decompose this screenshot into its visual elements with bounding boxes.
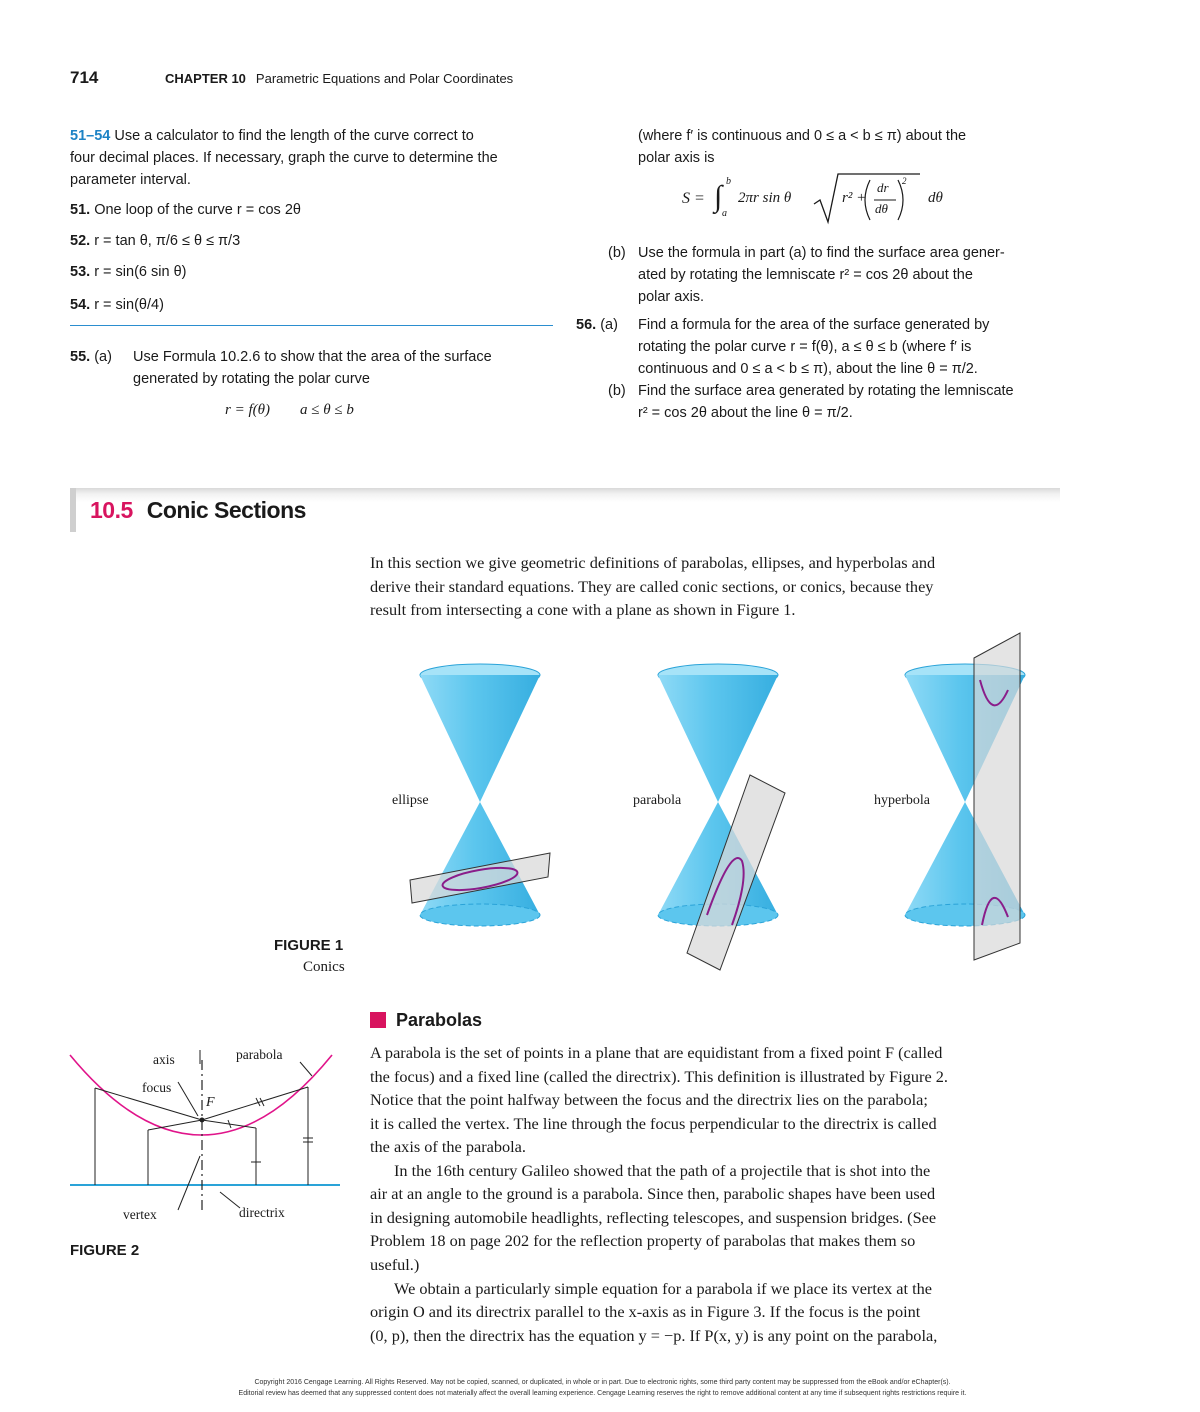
surface-area-formula <box>682 168 982 228</box>
copyright-line: Editorial review has deemed that any suppressed content does not materially affect the overall learning experience. Cengage Learning reserves the right to remove additional content at any time if subsequent rights restrictions require it. <box>238 1390 967 1397</box>
exercise-54 <box>70 294 164 316</box>
text-line: it is called the vertex. The line through the focus perpendicular to the directrix is called <box>370 1113 937 1133</box>
exercise-intro <box>70 125 550 191</box>
text-line: We obtain a particularly simple equation for a parabola if we place its vertex at the <box>394 1279 933 1298</box>
text-line: In the 16th century Galileo showed that the path of a projectile that is shot into the <box>394 1161 931 1180</box>
exercise-56a-text <box>638 314 1058 380</box>
exercise-line: ated by rotating the lemniscate r² = cos 2θ about the <box>638 267 973 283</box>
exercise-number: 55. <box>70 349 91 365</box>
text-line: Problem 18 on page 202 for the reflection property of parabolas that makes them so <box>370 1231 916 1251</box>
exercise-51 <box>70 199 301 221</box>
exercise-line: Find a formula for the area of the surface generated by <box>638 317 990 333</box>
paragraph-equation-cont <box>370 1300 1060 1347</box>
integral-sign: ∫ <box>714 180 723 213</box>
label-directrix: directrix <box>239 1205 285 1220</box>
formula-lhs: S = <box>682 190 705 207</box>
label-axis: axis <box>153 1052 175 1067</box>
text-line: the axis of the parabola. <box>370 1137 526 1157</box>
text-line: useful.) <box>370 1254 420 1274</box>
part-label: (a) <box>600 317 618 333</box>
exercise-text: r = sin(6 sin θ) <box>94 264 187 280</box>
chapter-title: Parametric Equations and Polar Coordinates <box>255 71 514 86</box>
intro-paragraph <box>370 551 1060 622</box>
subsection-title: Parabolas <box>396 1010 483 1030</box>
integral-upper-limit: b <box>726 176 731 187</box>
exercise-line: Find the surface area generated by rotating the lemniscate <box>638 383 1014 399</box>
exercise-range: 51–54 <box>70 128 111 144</box>
exercise-55b-text <box>638 242 1058 308</box>
exercise-text: One loop of the curve r = cos 2θ <box>94 202 301 218</box>
text-line: Notice that the point halfway between the focus and the directrix lies on the parabola; <box>370 1090 928 1110</box>
heading-marker <box>370 1012 386 1028</box>
intro-line: parameter interval. <box>70 172 191 188</box>
paragraph-equation <box>370 1277 1060 1301</box>
intro-line: Use a calculator to find the length of the curve correct to <box>114 128 474 144</box>
text-line: result from intersecting a cone with a plane as shown in Figure 1. <box>370 600 796 620</box>
exercise-line: Use Formula 10.2.6 to show that the area of the surface <box>133 349 492 365</box>
text-line: (0, p), then the directrix has the equation y = −p. If P(x, y) is any point on the parabola, <box>370 1325 938 1345</box>
part-b-label: (b) <box>608 383 626 399</box>
text-line: origin O and its directrix parallel to the x-axis as in Figure 3. If the focus is the point <box>370 1302 921 1321</box>
text-line: derive their standard equations. They are called conic sections, or conics, because they <box>370 576 934 596</box>
exercise-line: continuous and 0 ≤ a < b ≤ π), about the line θ = π/2. <box>638 361 978 377</box>
label-parabola-curve: parabola <box>236 1047 283 1062</box>
label-vertex: vertex <box>123 1207 157 1222</box>
label-hyperbola: hyperbola <box>874 793 930 808</box>
text-line: in designing automobile headlights, reflecting telescopes, and suspension bridges. (See <box>370 1207 937 1227</box>
figure-1-caption: Conics <box>303 959 345 975</box>
exercise-number: 51. <box>70 202 91 218</box>
exercise-56b-text <box>638 380 1058 424</box>
exercise-52 <box>70 230 240 252</box>
cone-ellipse <box>410 664 550 926</box>
exercise-line: generated by rotating the polar curve <box>133 371 370 387</box>
section-title <box>90 497 306 524</box>
figure-1-conics <box>380 625 1060 975</box>
exercise-number: 56. <box>576 317 597 333</box>
part-b-label: (b) <box>608 245 626 261</box>
text-line: the focus) and a fixed line (called the directrix). This definition is illustrated by Figure 2. <box>370 1066 948 1086</box>
exercise-line: polar axis is <box>638 150 715 166</box>
part-label: (a) <box>94 349 112 365</box>
paragraph-galileo-cont <box>370 1182 1060 1276</box>
exercise-number: 53. <box>70 264 91 280</box>
exercise-53 <box>70 261 186 283</box>
radicand-r-squared: r² + <box>842 190 867 206</box>
text-line: In this section we give geometric definitions of parabolas, ellipses, and hyperbolas and <box>370 553 936 572</box>
d-theta: dθ <box>928 190 943 206</box>
label-parabola: parabola <box>633 793 682 808</box>
integrand: 2πr sin θ <box>738 190 792 206</box>
square-exponent: 2 <box>902 176 907 186</box>
intro-line: four decimal places. If necessary, graph the curve to determine the <box>70 150 498 166</box>
page-number: 714 <box>70 68 99 87</box>
divider-rule <box>70 325 553 326</box>
running-header <box>165 71 513 86</box>
exercise-line: (where f′ is continuous and 0 ≤ a < b ≤ π) about the <box>638 128 967 144</box>
exercise-number: 52. <box>70 233 91 249</box>
section-header-edge <box>70 488 76 532</box>
cone-parabola <box>658 664 785 970</box>
fraction-numerator: dr <box>877 180 889 195</box>
exercise-55-continued <box>638 125 1058 169</box>
exercise-55-number <box>70 346 112 368</box>
polar-curve-equation: r = f(θ) a ≤ θ ≤ b <box>225 402 354 418</box>
exercise-line: polar axis. <box>638 289 705 305</box>
text-line: A parabola is the set of points in a plane that are equidistant from a fixed point F (called <box>370 1043 943 1062</box>
exercise-text: r = sin(θ/4) <box>94 297 164 313</box>
label-ellipse: ellipse <box>392 793 429 808</box>
paragraph-galileo <box>370 1159 1060 1183</box>
copyright-line: Copyright 2016 Cengage Learning. All Rights Reserved. May not be copied, scanned, or duplicated, in whole or in part. Due to electronic rights, some third party content may be suppressed from the eBook and/or eChapter(s). <box>254 1379 951 1386</box>
figure-1-title: FIGURE 1 <box>274 937 344 954</box>
label-focus: focus <box>142 1080 172 1095</box>
paragraph-definition <box>370 1041 1060 1159</box>
chapter-label: CHAPTER 10 <box>165 71 246 86</box>
exercise-line: rotating the polar curve r = f(θ), a ≤ θ ≤ b (where f′ is <box>638 339 972 355</box>
exercise-56-number <box>576 314 618 336</box>
section-number: 10.5 <box>90 497 133 523</box>
exercise-number: 54. <box>70 297 91 313</box>
subsection-heading <box>370 1010 482 1031</box>
text-line: air at an angle to the ground is a parabola. Since then, parabolic shapes have been used <box>370 1184 936 1203</box>
exercise-line: r² = cos 2θ about the line θ = π/2. <box>638 405 853 421</box>
exercise-55-text <box>133 346 553 390</box>
exercise-line: Use the formula in part (a) to find the surface area gener- <box>638 245 1005 261</box>
figure-2-title: FIGURE 2 <box>70 1242 140 1259</box>
fraction-denominator: dθ <box>875 201 888 216</box>
section-name: Conic Sections <box>146 497 306 523</box>
exercise-text: r = tan θ, π/6 ≤ θ ≤ π/3 <box>94 233 241 249</box>
label-F: F <box>206 1095 215 1110</box>
integral-lower-limit: a <box>722 208 727 219</box>
figure-2-parabola <box>60 1040 350 1230</box>
